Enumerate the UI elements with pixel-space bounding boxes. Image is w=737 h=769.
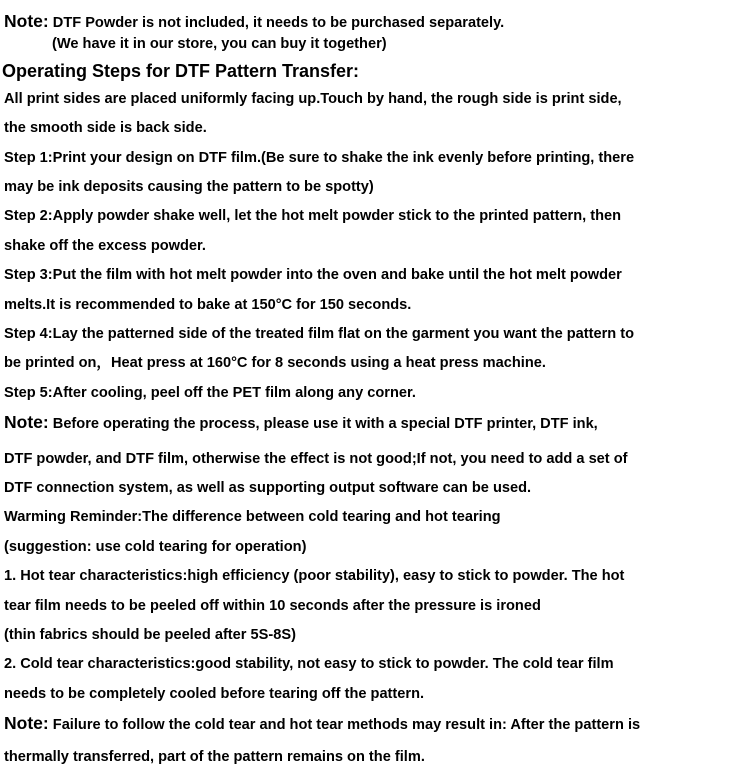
note-1-sub: (We have it in our store, you can buy it together) xyxy=(52,36,387,52)
note-2-line: DTF powder, and DTF film, otherwise the effect is not good;If not, you need to add a set of xyxy=(4,451,628,467)
step-5-line: Step 5:After cooling, peel off the PET film along any corner. xyxy=(4,385,416,401)
step-4-line: be printed on，Heat press at 160°C for 8 seconds using a heat press machine. xyxy=(4,355,546,371)
cold-tear-line: needs to be completely cooled before tearing off the pattern. xyxy=(4,686,425,702)
warming-suggestion: (suggestion: use cold tearing for operation) xyxy=(4,539,307,555)
step-2-line: shake off the excess powder. xyxy=(4,238,206,254)
warming-reminder: Warming Reminder:The difference between cold tearing and hot tearing xyxy=(4,509,501,525)
hot-tear-line: 1. Hot tear characteristics:high efficiency (poor stability), easy to stick to powder. The hot xyxy=(4,568,625,584)
intro-line: All print sides are placed uniformly facing up.Touch by hand, the rough side is print side, xyxy=(4,91,622,107)
step-1-line: may be ink deposits causing the pattern to be spotty) xyxy=(4,179,374,195)
intro-line: the smooth side is back side. xyxy=(4,120,207,136)
step-4-line: Step 4:Lay the patterned side of the treated film flat on the garment you want the pattern to xyxy=(4,326,635,342)
note-3-line xyxy=(4,714,640,734)
note-3-text: Failure to follow the cold tear and hot tear methods may result in: After the pattern is xyxy=(48,717,641,733)
note-3-line: thermally transferred, part of the pattern remains on the film. xyxy=(4,749,425,765)
hot-tear-line: (thin fabrics should be peeled after 5S-8S) xyxy=(4,627,296,643)
note-2-label: Note: xyxy=(4,412,49,432)
note-3-label: Note: xyxy=(4,713,49,733)
page-heading: Operating Steps for DTF Pattern Transfer: xyxy=(2,61,360,81)
note-2-line xyxy=(4,413,598,433)
note-2-text: Before operating the process, please use it with a special DTF printer, DTF ink, xyxy=(48,416,598,432)
hot-tear-line: tear film needs to be peeled off within 10 seconds after the pressure is ironed xyxy=(4,598,541,614)
note-1-line xyxy=(4,12,504,32)
step-3-line: Step 3:Put the film with hot melt powder into the oven and bake until the hot melt powder xyxy=(4,267,622,283)
step-1-line: Step 1:Print your design on DTF film.(Be sure to shake the ink evenly before printing, there xyxy=(4,150,635,166)
step-2-line: Step 2:Apply powder shake well, let the hot melt powder stick to the printed pattern, then xyxy=(4,208,622,224)
note-1-text: DTF Powder is not included, it needs to be purchased separately. xyxy=(48,15,505,31)
cold-tear-line: 2. Cold tear characteristics:good stability, not easy to stick to powder. The cold tear film xyxy=(4,656,614,672)
note-1-label: Note: xyxy=(4,11,49,31)
note-2-line: DTF connection system, as well as supporting output software can be used. xyxy=(4,480,532,496)
step-3-line: melts.It is recommended to bake at 150°C for 150 seconds. xyxy=(4,297,412,313)
